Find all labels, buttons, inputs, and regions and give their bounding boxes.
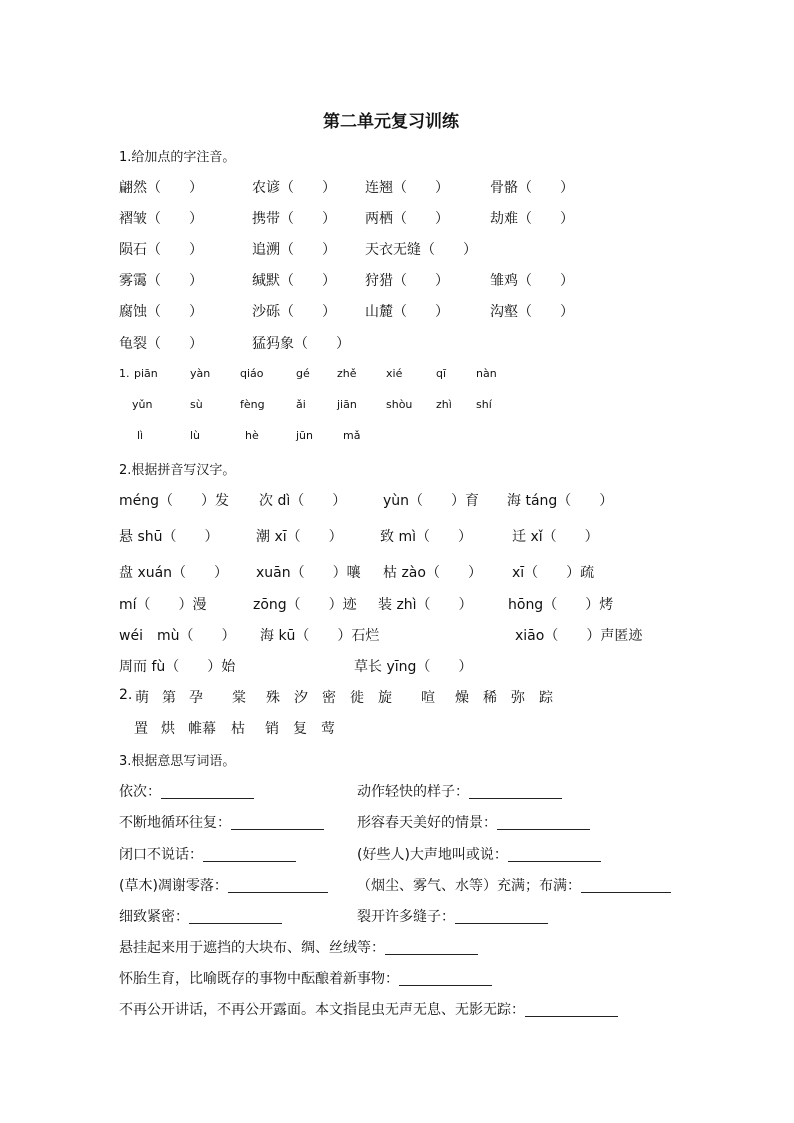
- char-answer: 旋: [378, 690, 392, 706]
- q3-prompt: （烟尘、雾气、水等）充满；布满：: [357, 878, 581, 894]
- q3-prompt: 形容春天美好的情景：: [357, 815, 497, 831]
- pinyin-answer: mǎ: [343, 429, 361, 442]
- q3-item: [357, 812, 590, 832]
- char-answer: 徙: [350, 690, 364, 706]
- q2-heading: 2.根据拼音写汉字。: [119, 463, 236, 478]
- q3-item: [357, 844, 601, 864]
- q1-item: 沙砾（ ）: [252, 304, 336, 320]
- q2-item: 草长 yīng（ ）: [354, 659, 473, 675]
- answer-blank[interactable]: [469, 784, 562, 799]
- q2-item: 致 mì（ ）: [380, 529, 472, 545]
- q3-item: [357, 875, 671, 895]
- pinyin-answer: gé: [296, 367, 310, 380]
- q3-item: [119, 999, 618, 1019]
- char-answer: 莺: [321, 721, 335, 737]
- q3-prompt: 依次：: [119, 784, 161, 800]
- char-answer: 殊: [266, 690, 280, 706]
- q1-item: 雏鸡（ ）: [490, 273, 574, 289]
- q1-item: 劫难（ ）: [490, 211, 574, 227]
- char-answer: 枯: [231, 721, 245, 737]
- q3-prompt: 动作轻快的样子：: [357, 784, 469, 800]
- char-answer: 弥: [511, 690, 525, 706]
- q2-item: 枯 zào（ ）: [383, 565, 482, 581]
- q2-item: xiāo（ ）声匿迹: [515, 628, 643, 644]
- q2-item: xuān（ ）嚷: [256, 565, 361, 581]
- pinyin-answer: hè: [245, 429, 259, 442]
- answer-blank[interactable]: [203, 847, 296, 862]
- pinyin-answer: xié: [386, 367, 403, 380]
- char-answer: 复: [293, 721, 307, 737]
- pinyin-answer: qiáo: [240, 367, 264, 380]
- q2-item: 海 kū（ ）石烂: [260, 628, 380, 644]
- q2-item: wéi mù（ ）: [119, 628, 236, 644]
- q1-item: 连翘（ ）: [365, 180, 449, 196]
- q1-item: 沟壑（ ）: [490, 304, 574, 320]
- q3-item: [119, 906, 282, 926]
- q1-item: 山麓（ ）: [365, 304, 449, 320]
- pinyin-answer: shí: [476, 398, 492, 411]
- page-title: 第二单元复习训练: [323, 112, 459, 132]
- q1-item: 两栖（ ）: [365, 211, 449, 227]
- q2-item: mí（ ）漫: [119, 597, 207, 613]
- char-answer: 稀: [483, 690, 497, 706]
- q1-item: 天衣无缝（ ）: [365, 242, 477, 258]
- q3-prompt: 不再公开讲话，不再公开露面。本文指昆虫无声无息、无影无踪：: [119, 1002, 525, 1018]
- answer-blank[interactable]: [399, 971, 492, 986]
- q2-item: hōng（ ）烤: [508, 597, 614, 613]
- char-answer: 置: [134, 721, 148, 737]
- pinyin-answer: yǔn: [132, 398, 153, 411]
- char-answer: 燥: [455, 690, 469, 706]
- q2-item: 迁 xǐ（ ）: [512, 529, 599, 545]
- q3-item: [119, 875, 328, 895]
- q2-item: 盘 xuán（ ）: [119, 565, 229, 581]
- q2-item: 装 zhì（ ）: [378, 597, 473, 613]
- q3-heading: 3.根据意思写词语。: [119, 754, 236, 769]
- pinyin-answer: zhě: [337, 367, 357, 380]
- q3-item: [119, 937, 478, 957]
- answer-blank[interactable]: [228, 878, 328, 893]
- q1-item: 骨骼（ ）: [490, 180, 574, 196]
- q3-item: [119, 844, 296, 864]
- q1-item: 农谚（ ）: [252, 180, 336, 196]
- pinyin-answer: jiān: [337, 398, 357, 411]
- q2-item: 悬 shū（ ）: [119, 529, 219, 545]
- q3-item: [119, 968, 492, 988]
- pinyin-answer: piān: [134, 367, 158, 380]
- q2-item: zōng（ ）迹: [253, 597, 357, 613]
- q1-item: 猛犸象（ ）: [252, 336, 350, 352]
- q1-item: 腐蚀（ ）: [119, 304, 203, 320]
- q2-item: 潮 xī（ ）: [256, 529, 343, 545]
- q3-prompt: (好些人)大声地叫或说：: [357, 847, 508, 863]
- answer-blank[interactable]: [455, 909, 548, 924]
- pinyin-answer: ǎi: [296, 398, 306, 411]
- answer-blank[interactable]: [508, 847, 601, 862]
- q1-item: 褶皱（ ）: [119, 211, 203, 227]
- q1-item: 翩然（ ）: [119, 180, 203, 196]
- char-answer: 销: [265, 721, 279, 737]
- q1-item: 追溯（ ）: [252, 242, 336, 258]
- q2-item: méng（ ）发: [119, 493, 230, 509]
- q3-item: [357, 906, 548, 926]
- pinyin-answer: nàn: [476, 367, 497, 380]
- q3-prompt: 怀胎生育，比喻既存的事物中酝酿着新事物：: [119, 971, 399, 987]
- q3-prompt: 裂开许多缝子：: [357, 909, 455, 925]
- char-answer: 孕: [189, 690, 203, 706]
- answer-blank[interactable]: [525, 1002, 618, 1017]
- pinyin-answer: fèng: [240, 398, 265, 411]
- pinyin-answer: jūn: [296, 429, 313, 442]
- q3-item: [357, 781, 562, 801]
- char-answer: 帷幕: [188, 721, 216, 737]
- q3-prompt: 闭口不说话：: [119, 847, 203, 863]
- q1-item: 狩猎（ ）: [365, 273, 449, 289]
- answer-blank[interactable]: [161, 784, 254, 799]
- q2-item: xī（ ）疏: [512, 565, 595, 581]
- q2-item: yùn（ ）育: [383, 493, 480, 509]
- char-answer: 第: [162, 690, 176, 706]
- answer-blank[interactable]: [385, 940, 478, 955]
- q3-prompt: 悬挂起来用于遮挡的大块布、绸、丝绒等：: [119, 940, 385, 956]
- char-answer: 喧: [421, 690, 435, 706]
- q1-item: 陨石（ ）: [119, 242, 203, 258]
- q1-item: 缄默（ ）: [252, 273, 336, 289]
- char-answer: 烘: [161, 721, 175, 737]
- pinyin-answer: zhì: [436, 398, 452, 411]
- char-answer: 踪: [539, 690, 553, 706]
- q2-answer-label: 2.: [119, 687, 133, 703]
- q3-item: [119, 812, 324, 832]
- pinyin-answer: shòu: [386, 398, 413, 411]
- q3-prompt: 不断地循环往复：: [119, 815, 231, 831]
- q1-answer-label: 1.: [119, 367, 130, 380]
- q2-item: 次 dì（ ）: [259, 493, 347, 509]
- char-answer: 萌: [135, 690, 149, 706]
- q2-item: 海 táng（ ）: [507, 493, 614, 509]
- pinyin-answer: qī: [436, 367, 447, 380]
- char-answer: 汐: [294, 690, 308, 706]
- q3-prompt: 细致紧密：: [119, 909, 189, 925]
- pinyin-answer: sù: [190, 398, 203, 411]
- pinyin-answer: yàn: [190, 367, 211, 380]
- char-answer: 密: [322, 690, 336, 706]
- q1-heading: 1.给加点的字注音。: [119, 150, 236, 165]
- q2-item: 周而 fù（ ）始: [119, 659, 236, 675]
- char-answer: 棠: [232, 690, 246, 706]
- q1-item: 雾霭（ ）: [119, 273, 203, 289]
- answer-blank[interactable]: [497, 815, 590, 830]
- q1-item: 携带（ ）: [252, 211, 336, 227]
- pinyin-answer: lù: [190, 429, 201, 442]
- q1-item: 龟裂（ ）: [119, 336, 203, 352]
- answer-blank[interactable]: [231, 815, 324, 830]
- q3-prompt: (草木)凋谢零落：: [119, 878, 228, 894]
- answer-blank[interactable]: [581, 878, 671, 893]
- pinyin-answer: lì: [137, 429, 144, 442]
- q3-item: [119, 781, 254, 801]
- answer-blank[interactable]: [189, 909, 282, 924]
